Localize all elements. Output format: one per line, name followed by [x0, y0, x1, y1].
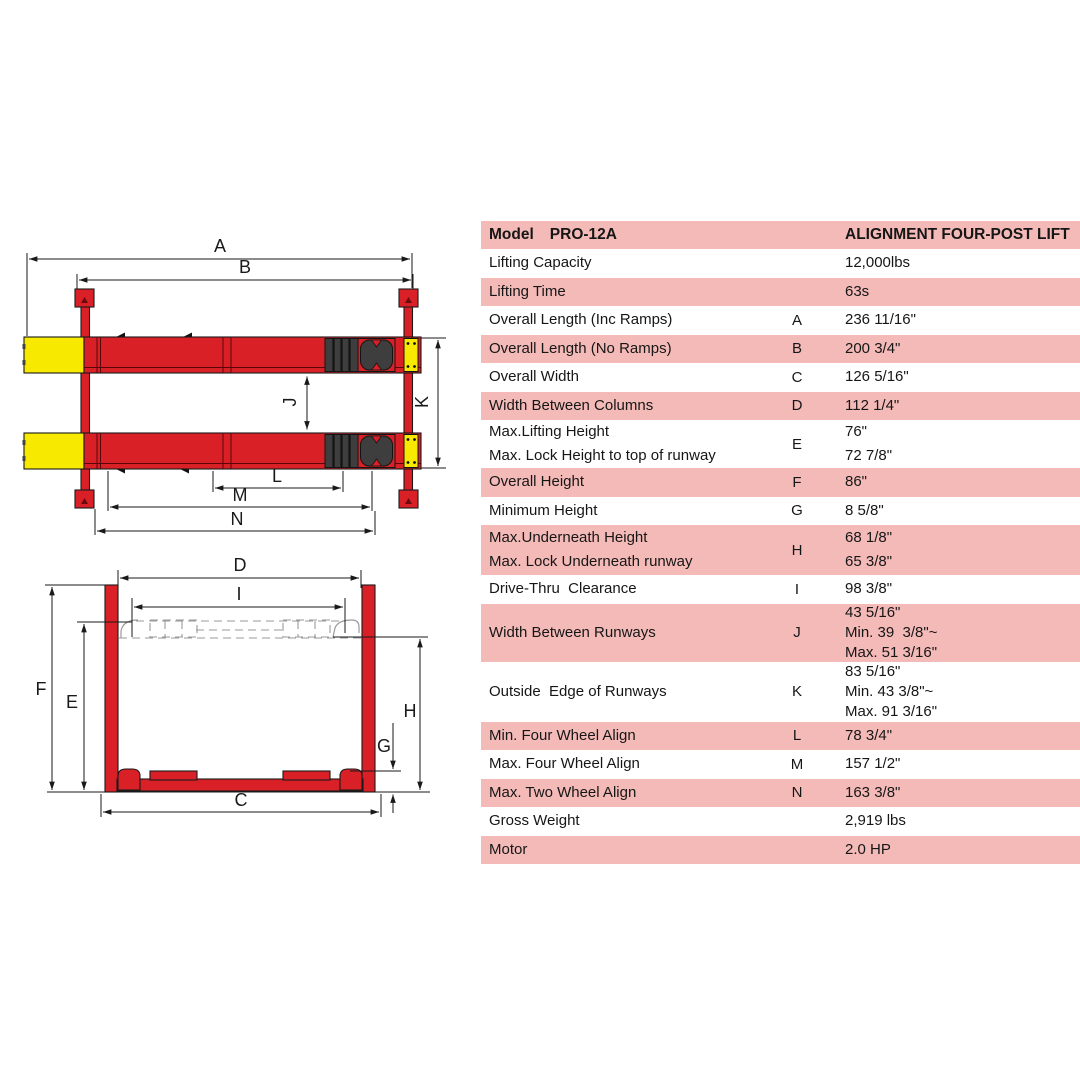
dim-label-a: A [213, 236, 227, 256]
column-left [105, 585, 118, 792]
table-row: Outside Edge of Runways K 83 5/16" Min. 43 3/8"~ Max. 91 3/16" [489, 662, 938, 720]
dim-label-l: L [271, 466, 283, 486]
table-row: Max. Four Wheel Align M 157 1/2" [489, 755, 901, 773]
table-row: Max. Two Wheel Align N 163 3/8" [481, 779, 1080, 808]
post-plan-bottom-right [399, 490, 418, 508]
dim-label-e: E [65, 692, 79, 712]
table-row: Overall Length (No Ramps) B 200 3/4" [481, 335, 1080, 364]
column-right [362, 585, 375, 792]
table-row: Width Between Runways J 43 5/16" Min. 39 3/8"~ Max. 51 3/16" [481, 604, 1080, 662]
dim-label-n: N [230, 509, 244, 529]
table-row: Overall Length (Inc Ramps) A 236 11/16" [489, 311, 916, 329]
model-label: Model [489, 226, 534, 243]
front-view-diagram [36, 555, 431, 817]
dim-label-j: J [280, 397, 300, 407]
table-row: Lifting Capacity 12,000lbs [489, 254, 911, 272]
table-row: Gross Weight 2,919 lbs [489, 812, 906, 830]
table-row: Max.Underneath Height Max. Lock Underneath runway H 68 1/8" 65 3/8" [481, 525, 1080, 575]
table-row: Drive-Thru Clearance I 98 3/8" [489, 580, 893, 598]
table-row: Motor 2.0 HP [481, 836, 1080, 865]
dim-label-m: M [232, 485, 248, 505]
table-row: Min. Four Wheel Align L 78 3/4" [481, 722, 1080, 751]
dim-label-b: B [238, 257, 252, 277]
dim-label-c: C [234, 790, 248, 810]
post-plan-bottom-left [75, 490, 94, 508]
lowered-runway [117, 769, 363, 791]
model-value: PRO-12A [549, 226, 617, 243]
dim-label-f: F [35, 679, 47, 699]
table-title: ALIGNMENT FOUR-POST LIFT [845, 226, 1070, 243]
table-row: Max.Lifting Height Max. Lock Height to top of runway E 76" 72 7/8" [489, 423, 893, 464]
spec-table [481, 221, 1080, 864]
table-row: Overall Width C 126 5/16" [489, 368, 909, 386]
dim-label-d: D [233, 555, 247, 575]
post-plan-top-right [399, 289, 418, 307]
table-row: Overall Height F 86" [481, 468, 1080, 497]
spec-table-header [481, 221, 1080, 249]
table-row: Lifting Time 63s [481, 278, 1080, 307]
table-title-cell [817, 225, 1080, 245]
model-cell [481, 225, 777, 245]
dim-label-k: K [412, 395, 432, 409]
post-plan-top-left [75, 289, 94, 307]
dim-label-i: I [236, 584, 242, 604]
dim-label-g: G [376, 736, 392, 756]
dim-label-h: H [403, 701, 417, 721]
raised-runway-phantom [119, 620, 361, 638]
table-row: Width Between Columns D 112 1/4" [481, 392, 1080, 421]
table-row: Minimum Height G 8 5/8" [489, 501, 884, 520]
top-view-diagram [23, 236, 447, 535]
